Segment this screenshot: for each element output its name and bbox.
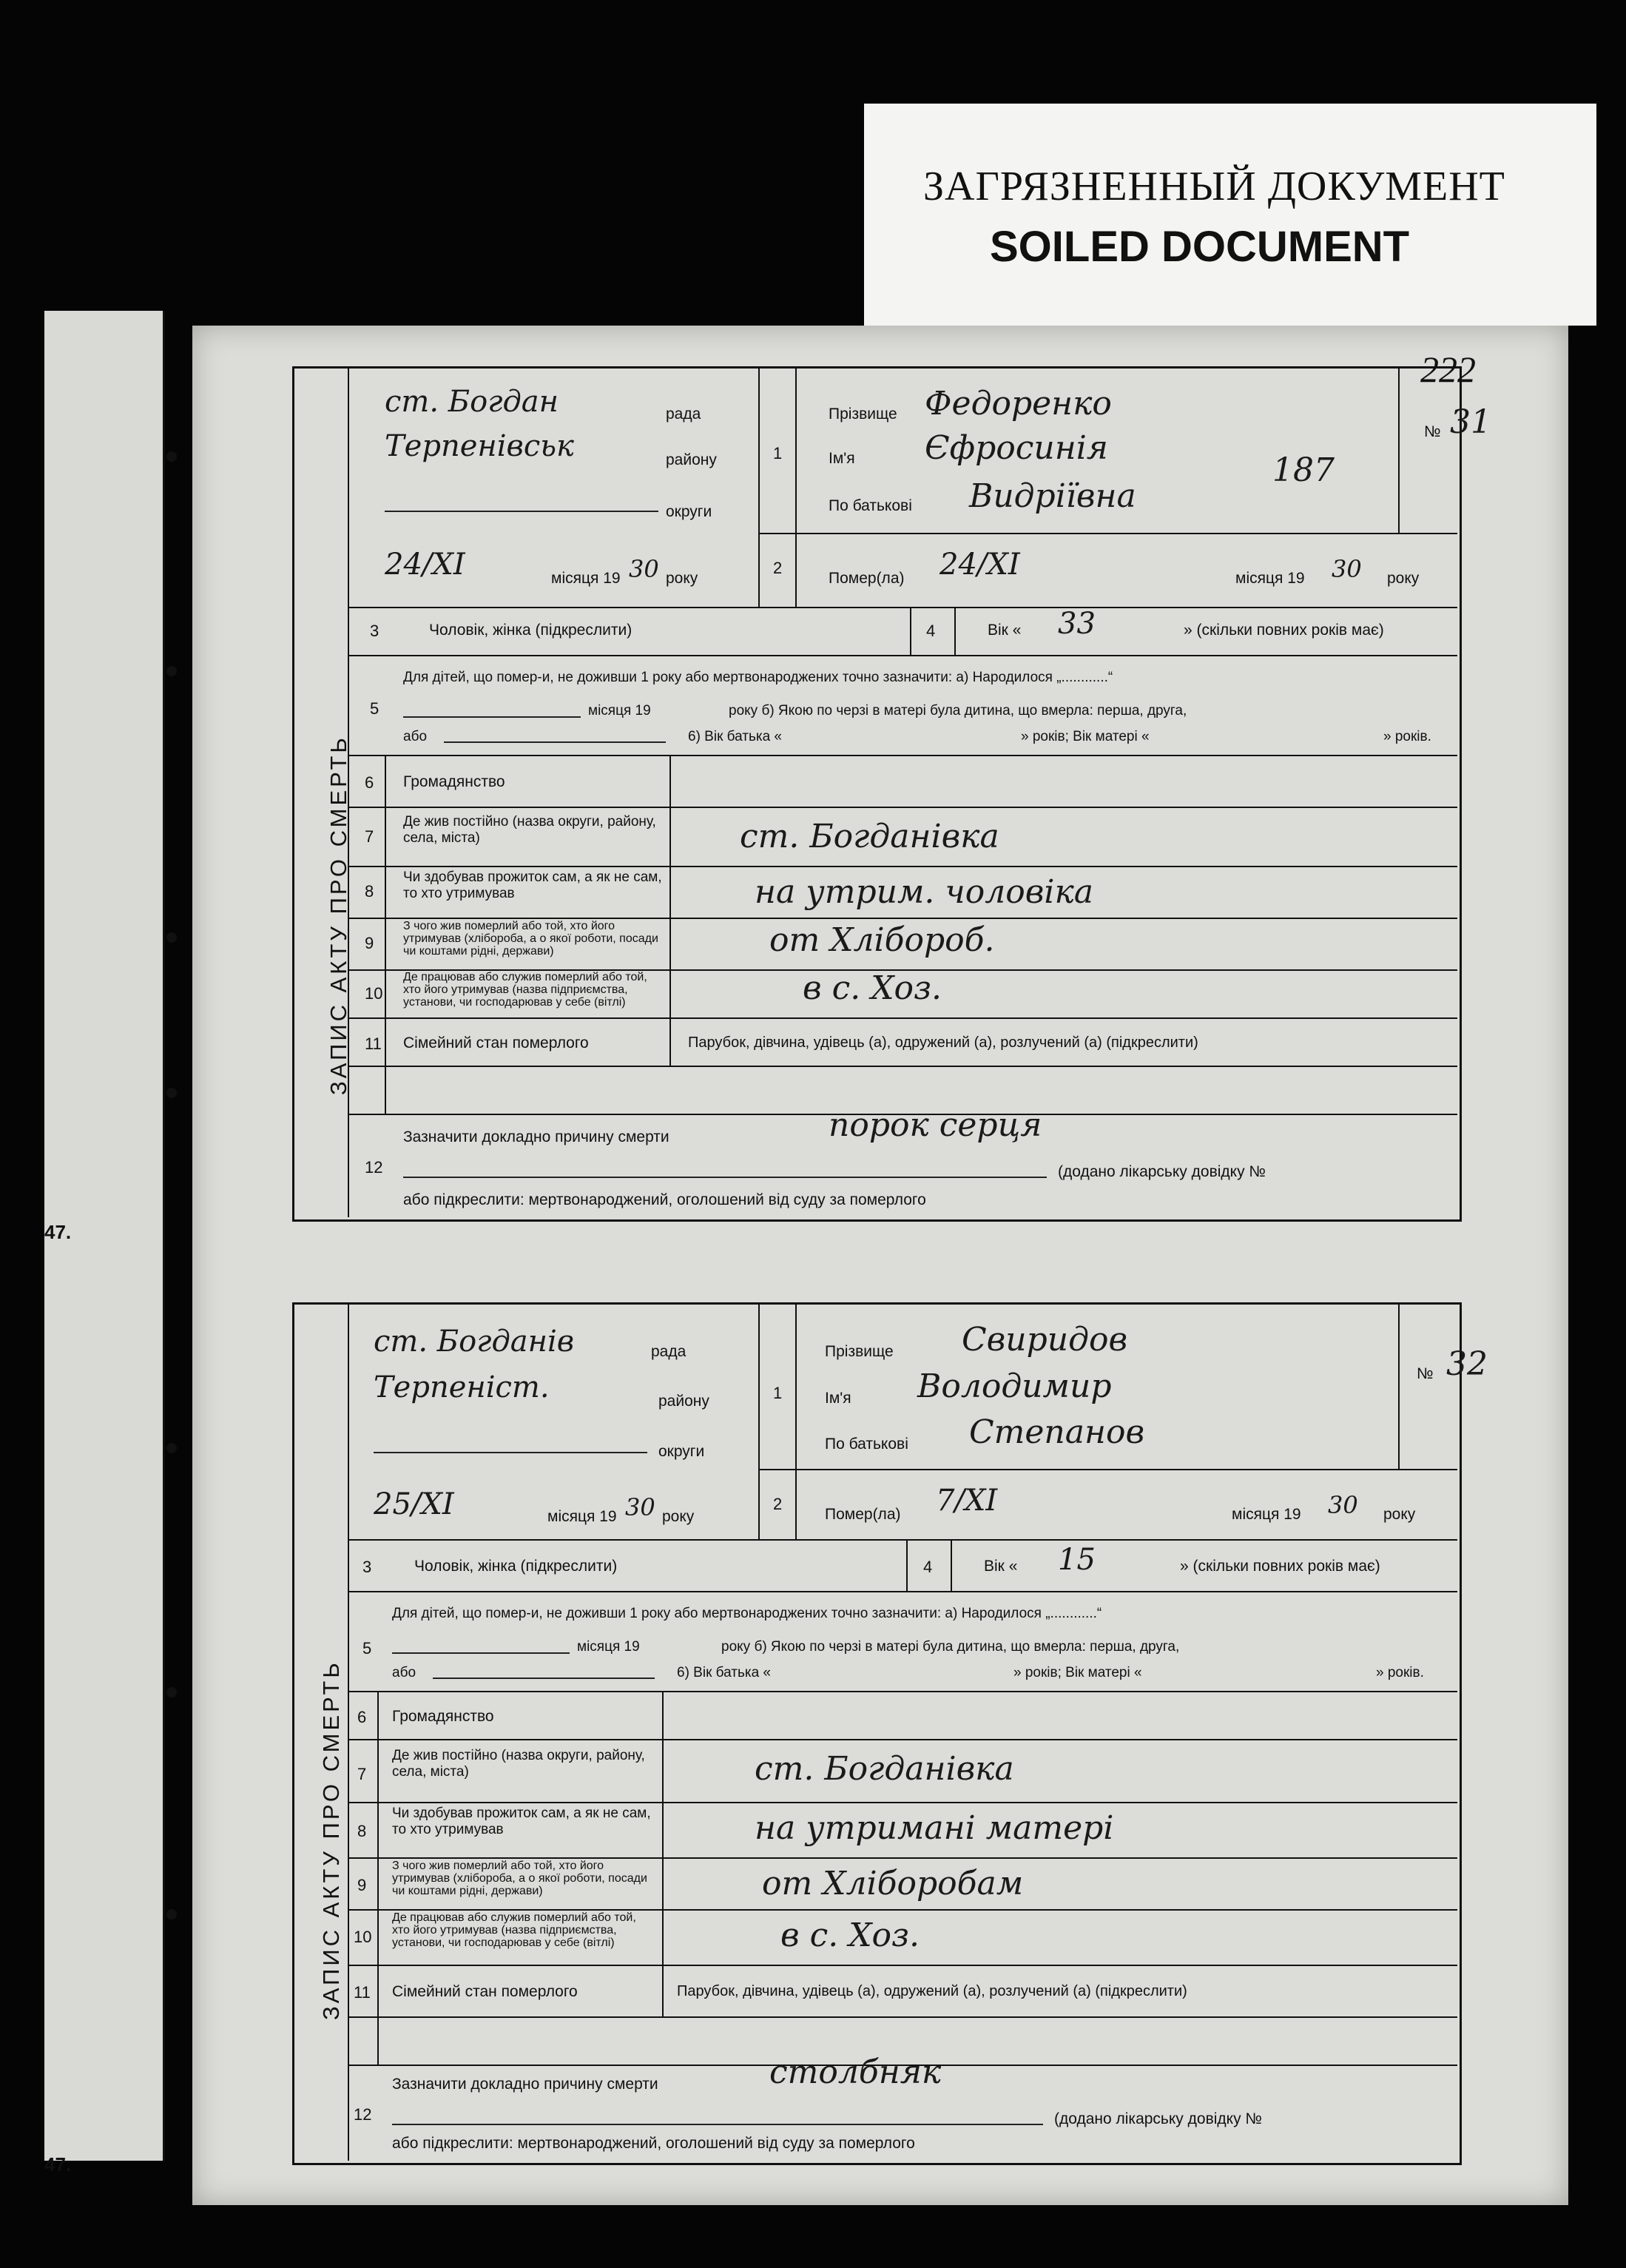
surname-label-2: Прізвище	[825, 1343, 894, 1360]
death-record-form-1	[292, 366, 1462, 1222]
okruha-label-2: округи	[658, 1443, 705, 1460]
record-number-2: 32	[1446, 1345, 1488, 1383]
stillborn-label-2: або підкреслити: мертвонароджений, оголошений від суду за померлого	[392, 2135, 915, 2152]
age-value-2: 15	[1058, 1543, 1096, 1577]
name-label-1: Ім'я	[829, 450, 855, 467]
patronymic-value-2: Степанов	[969, 1413, 1145, 1451]
row-num-2-3: 3	[362, 1558, 372, 1576]
sex-label-1: Чоловік, жінка (підкреслити)	[429, 622, 632, 639]
rada-label-2: рада	[651, 1343, 687, 1360]
certificate-label-1: (додано лікарську довідку №	[1058, 1163, 1266, 1180]
age-tail-label-2: » (скільки повних років має)	[1180, 1558, 1380, 1575]
row-num-1-10: 10	[365, 984, 383, 1003]
residence-value-1: ст. Богданівка	[740, 818, 999, 855]
row-num-2-9: 9	[357, 1876, 367, 1894]
row-num-2-5: 5	[362, 1639, 372, 1658]
row-num-2-12: 12	[354, 2105, 372, 2124]
reg-roku-label-2: року	[662, 1508, 695, 1525]
row-num-2-1: 1	[773, 1384, 783, 1402]
children-line1-2: Для дітей, що помер-и, не доживши 1 року або мертвонароджених точно зазначити: а) Народилося „............“	[392, 1606, 1102, 1621]
row-num-1-11: 11	[365, 1034, 382, 1053]
rada-value-1: ст. Богдан	[385, 385, 559, 419]
reg-year-2: 30	[625, 1493, 655, 1521]
death-roku-label-1: року	[1387, 570, 1420, 587]
name-value-2: Володимир	[917, 1367, 1112, 1405]
death-roku-label-2: року	[1383, 1506, 1416, 1523]
work-label-1: Де працював або служив померлий або той, хто його утримував (назва підприємства, установи, чи господарював у себе (вітлі)	[403, 971, 647, 1009]
citizenship-label-2: Громадянство	[392, 1708, 494, 1725]
children-line2-2: року б) Якою по черзі в матері була дитина, що вмерла: перша, друга,	[721, 1639, 1180, 1655]
stamp-text-en: SOILED DOCUMENT	[990, 223, 1410, 271]
surname-value-1: Федоренко	[925, 385, 1112, 423]
father-age-label-1: 6) Вік батька «	[688, 729, 782, 744]
age-label-1: Вік «	[988, 622, 1022, 639]
punch-mark	[166, 1909, 177, 1919]
row-num-1-12: 12	[365, 1158, 383, 1177]
name-label-2: Ім'я	[825, 1390, 851, 1407]
row-num-1-6: 6	[365, 773, 374, 792]
stillborn-label-1: або підкреслити: мертвонароджений, оголошений від суду за померлого	[403, 1191, 926, 1208]
death-label-2: Помер(ла)	[825, 1506, 901, 1523]
children-line2-1: року б) Якою по черзі в матері була дитина, що вмерла: перша, друга,	[729, 703, 1187, 719]
number-label-1: №	[1424, 423, 1441, 440]
stamp-text-ru: ЗАГРЯЗНЕННЫЙ ДОКУМЕНТ	[923, 164, 1505, 209]
punch-mark	[166, 1687, 177, 1697]
income-label-1: З чого жив померлий або той, хто його утримував (хлібороба, а о якої роботи, посади чи коштами рідні, держави)	[403, 920, 658, 958]
row-num-1-2: 2	[773, 559, 783, 577]
age-label-2: Вік «	[984, 1558, 1018, 1575]
sex-label-2: Чоловік, жінка (підкреслити)	[414, 1558, 618, 1575]
death-record-form-2	[292, 1302, 1462, 2165]
marital-options-2: Парубок, дівчина, удівець (а), одружений (а), розлучений (а) (підкреслити)	[677, 1983, 1187, 1999]
raion-value-2: Терпеніст.	[374, 1370, 550, 1404]
row-num-2-2: 2	[773, 1495, 783, 1513]
row-num-1-1: 1	[773, 444, 783, 462]
row-num-1-4: 4	[926, 622, 936, 640]
age-tail-label-1: » (скільки повних років має)	[1184, 622, 1384, 639]
punch-mark	[166, 932, 177, 943]
rada-label-1: рада	[666, 406, 701, 423]
patronymic-label-1: По батькові	[829, 497, 912, 514]
death-month-label-2: місяця 19	[1232, 1506, 1301, 1523]
children-month-label-1: місяця 19	[588, 703, 651, 719]
number-label-2: №	[1417, 1365, 1434, 1382]
strip-label-top: 47.	[44, 1221, 72, 1243]
side-title-2: ЗАПИС АКТУ ПРО СМЕРТЬ	[318, 1660, 344, 2020]
side-title-1: ЗАПИС АКТУ ПРО СМЕРТЬ	[325, 735, 351, 1095]
support-value-2: на утримані матері	[755, 1809, 1114, 1847]
row-num-2-6: 6	[357, 1708, 367, 1726]
row-num-1-3: 3	[370, 622, 379, 640]
citizenship-label-1: Громадянство	[403, 773, 505, 790]
raion-value-1: Терпенівськ	[385, 429, 574, 463]
extra-number-1: 187	[1272, 451, 1335, 489]
death-year-2: 30	[1328, 1491, 1358, 1519]
rada-value-2: ст. Богданів	[374, 1325, 575, 1359]
death-month-label-1: місяця 19	[1235, 570, 1305, 587]
reg-month-label-1: місяця 19	[551, 570, 621, 587]
work-value-1: в с. Хоз.	[803, 969, 942, 1007]
strip-label-bottom: 47.	[44, 2153, 72, 2176]
residence-label-1: Де жив постійно (назва округи, району, села, міста)	[403, 814, 656, 846]
father-age-label-2: 6) Вік батька «	[677, 1665, 771, 1680]
cause-label-1: Зазначити докладно причину смерти	[403, 1128, 669, 1145]
residence-value-2: ст. Богданівка	[755, 1750, 1014, 1788]
row-num-1-7: 7	[365, 827, 374, 846]
left-page-strip	[44, 311, 165, 2176]
children-abo-1: або	[403, 729, 428, 744]
cause-label-2: Зазначити докладно причину смерти	[392, 2076, 658, 2093]
okruha-label-1: округи	[666, 503, 712, 520]
marital-label-1: Сімейний стан померлого	[403, 1034, 589, 1051]
cause-value-1: порок серця	[829, 1106, 1042, 1144]
age-value-1: 33	[1058, 607, 1096, 641]
punch-mark	[166, 1088, 177, 1098]
surname-value-2: Свиридов	[962, 1321, 1128, 1359]
row-num-1-8: 8	[365, 882, 374, 901]
reg-date-2: 25/XI	[374, 1487, 454, 1521]
reg-roku-label-1: року	[666, 570, 698, 587]
row-num-2-4: 4	[923, 1558, 933, 1576]
residence-label-2: Де жив постійно (назва округи, району, села, міста)	[392, 1748, 645, 1780]
support-label-2: Чи здобував прожиток сам, а як не сам, то хто утримував	[392, 1806, 651, 1837]
row-num-2-10: 10	[354, 1928, 372, 1946]
work-label-2: Де працював або служив померлий або той, хто його утримував (назва підприємства, установи, чи господарював у себе (вітлі)	[392, 1911, 636, 1949]
row-num-1-5: 5	[370, 699, 379, 718]
children-month-label-2: місяця 19	[577, 1639, 640, 1655]
mother-age-label-2: » років; Вік матері «	[1013, 1665, 1142, 1680]
mother-age-label-1: » років; Вік матері «	[1021, 729, 1150, 744]
death-date-1: 24/XI	[939, 548, 1020, 582]
reg-year-1: 30	[629, 555, 659, 583]
punch-mark	[166, 451, 177, 462]
row-num-1-9: 9	[365, 934, 374, 952]
years-label-2: » років.	[1376, 1665, 1424, 1680]
years-label-1: » років.	[1383, 729, 1431, 744]
reg-date-1: 24/XI	[385, 548, 465, 582]
punch-mark	[166, 1443, 177, 1453]
punch-mark	[166, 666, 177, 676]
income-value-2: от Хліборобам	[762, 1865, 1024, 1902]
death-label-1: Помер(ла)	[829, 570, 905, 587]
children-line1-1: Для дітей, що помер-и, не доживши 1 року або мертвонароджених точно зазначити: а) Народилося „............“	[403, 670, 1113, 685]
support-value-1: на утрим. чоловіка	[755, 873, 1093, 911]
soiled-document-stamp	[864, 104, 1596, 326]
row-num-2-7: 7	[357, 1765, 367, 1783]
reg-month-label-2: місяця 19	[547, 1508, 617, 1525]
certificate-label-2: (додано лікарську довідку №	[1054, 2110, 1262, 2127]
income-label-2: З чого жив померлий або той, хто його утримував (хлібороба, а о якої роботи, посади чи коштами рідні, держави)	[392, 1860, 647, 1897]
name-value-1: Єфросинія	[925, 429, 1108, 467]
marital-options-1: Парубок, дівчина, удівець (а), одружений (а), розлучений (а) (підкреслити)	[688, 1034, 1198, 1051]
children-abo-2: або	[392, 1665, 416, 1680]
cause-value-2: столбняк	[769, 2053, 942, 2091]
patronymic-value-1: Видріївна	[969, 477, 1136, 515]
record-number-1: 31	[1450, 403, 1491, 441]
row-num-2-8: 8	[357, 1822, 367, 1840]
surname-label-1: Прізвище	[829, 406, 897, 423]
row-num-2-11: 11	[354, 1983, 371, 2002]
raion-label-1: району	[666, 451, 717, 468]
income-value-1: от Хлібороб.	[769, 921, 995, 959]
marital-label-2: Сімейний стан померлого	[392, 1983, 578, 2000]
death-year-1: 30	[1332, 555, 1362, 583]
work-value-2: в с. Хоз.	[780, 1917, 920, 1954]
patronymic-label-2: По батькові	[825, 1436, 908, 1453]
death-date-2: 7/XI	[936, 1484, 998, 1518]
support-label-1: Чи здобував прожиток сам, а як не сам, то хто утримував	[403, 869, 662, 901]
page-number: 222	[1420, 349, 1476, 390]
raion-label-2: району	[658, 1393, 709, 1410]
